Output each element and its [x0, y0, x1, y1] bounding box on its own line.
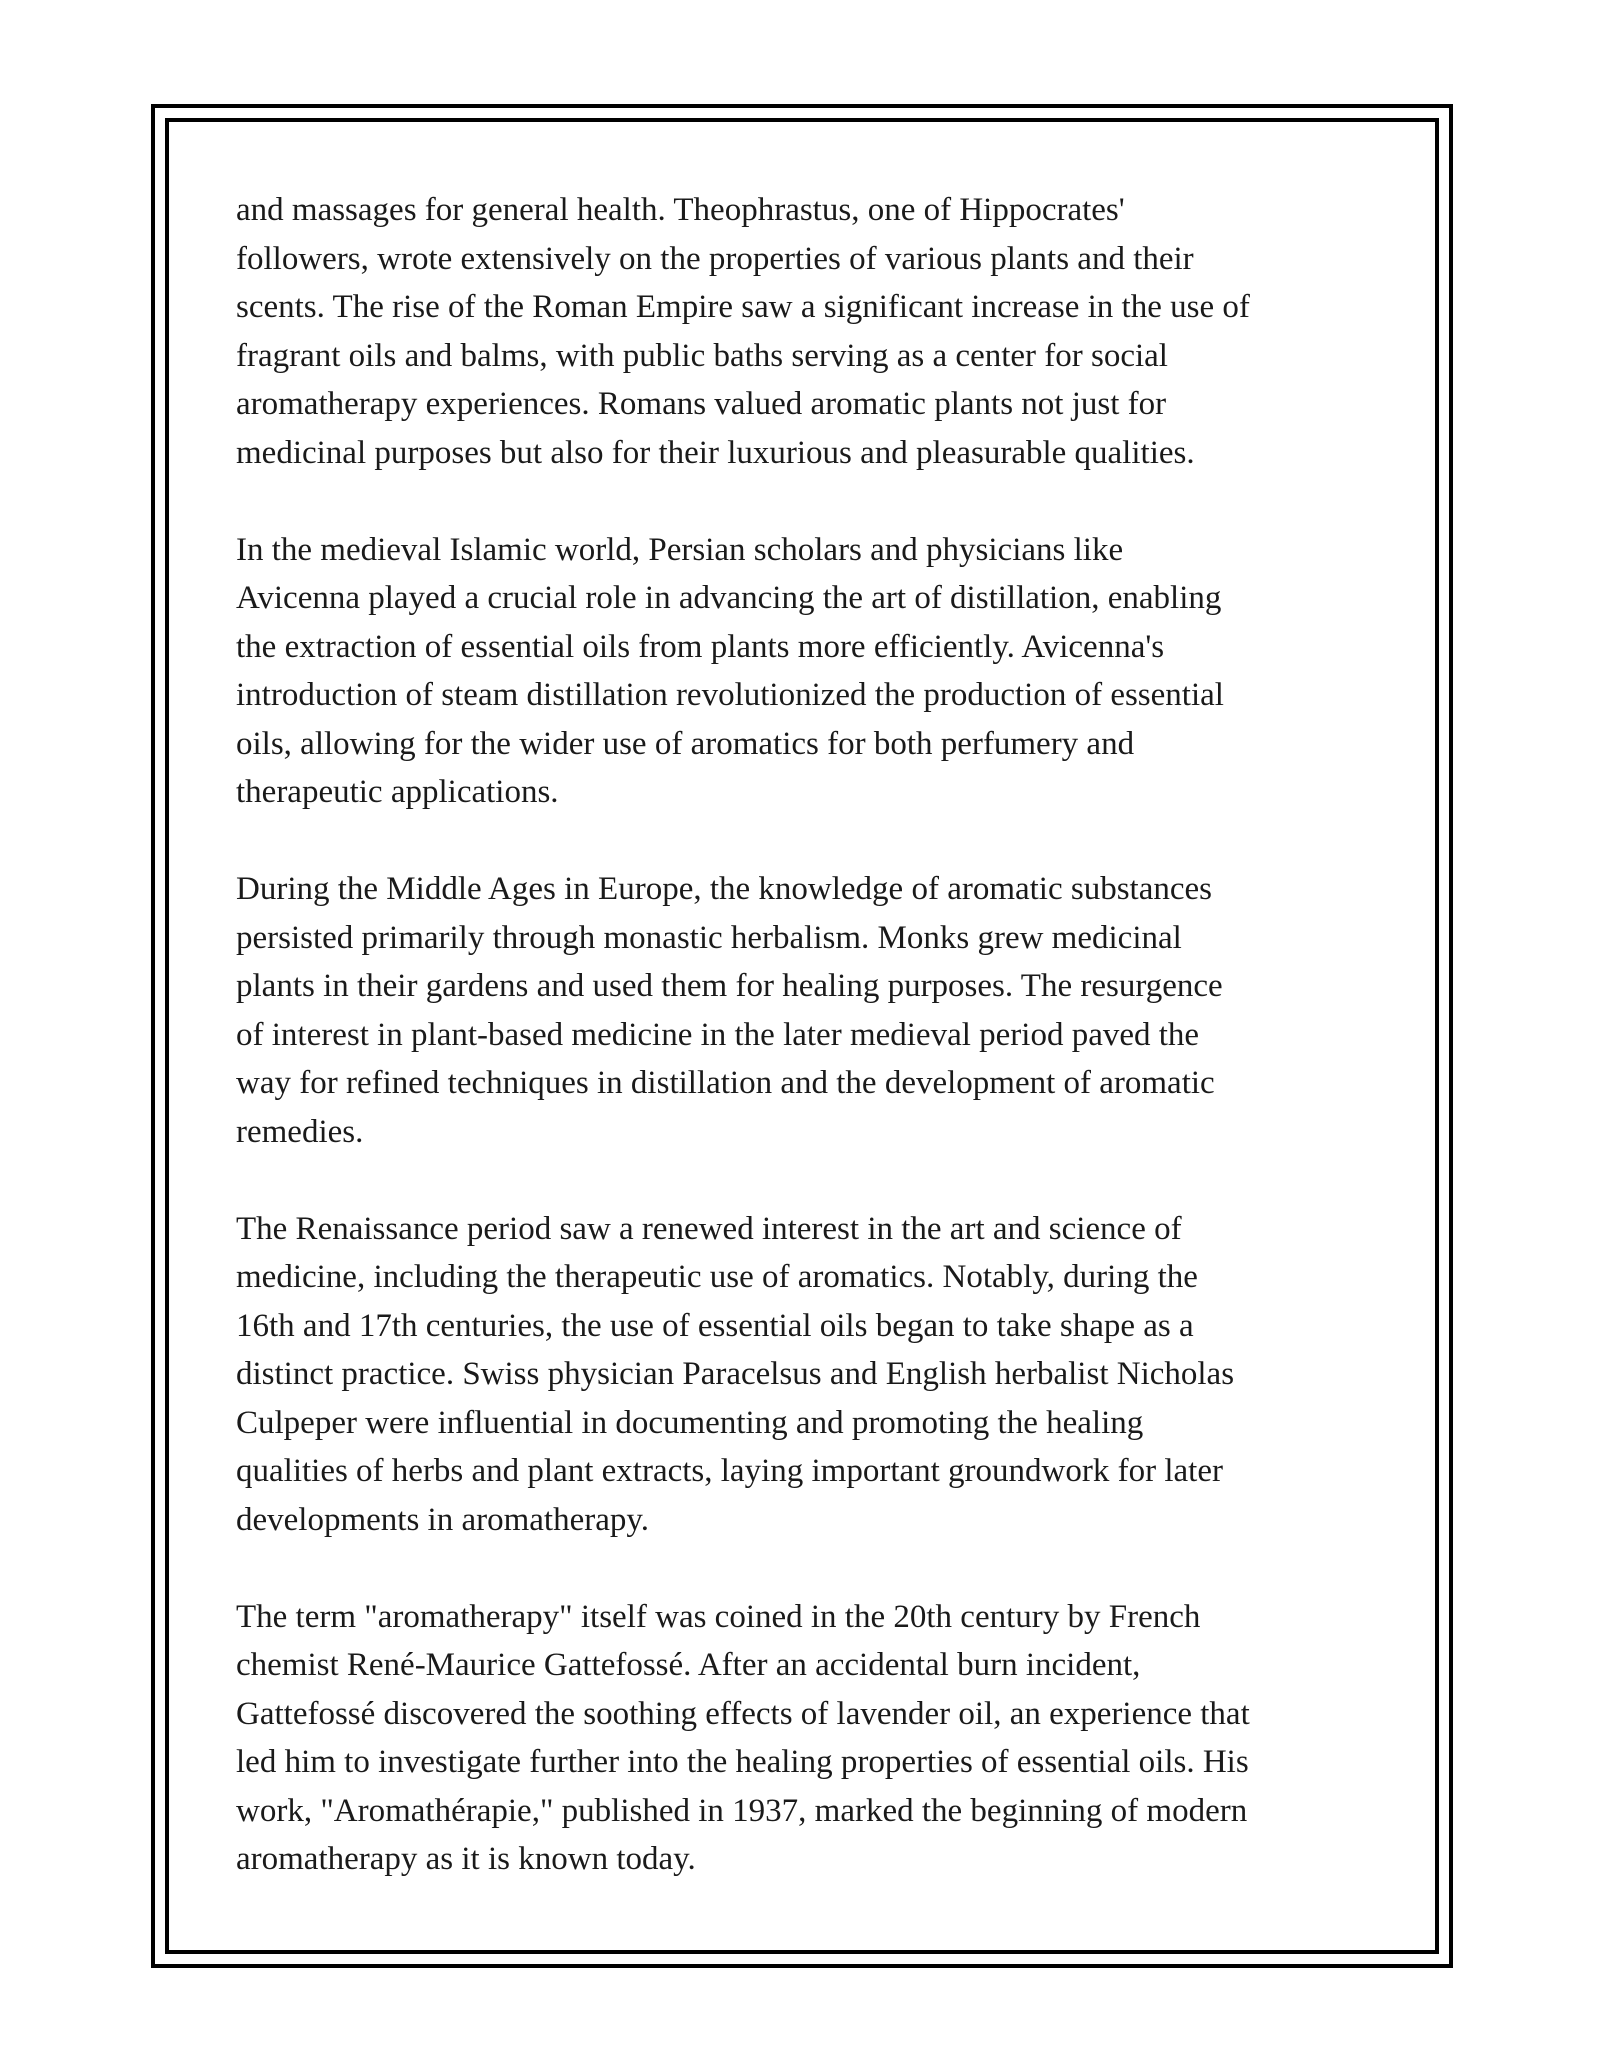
paragraph-middle-ages: During the Middle Ages in Europe, the knowledge of aromatic substances persisted primarily through monastic herbalism. Monks grew medicinal plants in their gardens and used them for healing purposes. The resurgence of interest in plant-based medicine in the later medieval period paved the way for refined techniques in distillation and the development of aromatic remedies.: [236, 871, 1223, 1150]
paragraph-roman-empire: and massages for general health. Theophrastus, one of Hippocrates' followers, wrote extensively on the properties of various plants and their scents. The rise of the Roman Empire saw a significant increase in the use of fragrant oils and balms, with public baths serving as a center for social aromatherapy experiences. Romans valued aromatic plants not just for medicinal purposes but also for their luxurious and pleasurable qualities.: [236, 192, 1250, 471]
paragraph-islamic-world: In the medieval Islamic world, Persian scholars and physicians like Avicenna played a crucial role in advancing the art of distillation, enabling the extraction of essential oils from plants more efficiently. Avicenna's introduction of steam distillation revolutionized the production of essential oils, allowing for the wider use of aromatics for both perfumery and therapeutic applications.: [236, 531, 1224, 810]
paragraph-modern-aromatherapy: The term "aromatherapy" itself was coined in the 20th century by French chemist René-Maurice Gattefossé. After an accidental burn incident, Gattefossé discovered the soothing effects of lavender oil, an experience that led him to investigate further into the healing properties of essential oils. His work, "Aromathérapie," published in 1937, marked the beginning of modern aromatherapy as it is known today.: [236, 1598, 1250, 1877]
document-body: [236, 186, 1396, 1932]
paragraph-renaissance: The Renaissance period saw a renewed interest in the art and science of medicine, including the therapeutic use of aromatics. Notably, during the 16th and 17th centuries, the use of essential oils began to take shape as a distinct practice. Swiss physician Paracelsus and English herbalist Nicholas Culpeper were influential in documenting and promoting the healing qualities of herbs and plant extracts, laying important groundwork for later developments in aromatherapy.: [236, 1210, 1235, 1538]
